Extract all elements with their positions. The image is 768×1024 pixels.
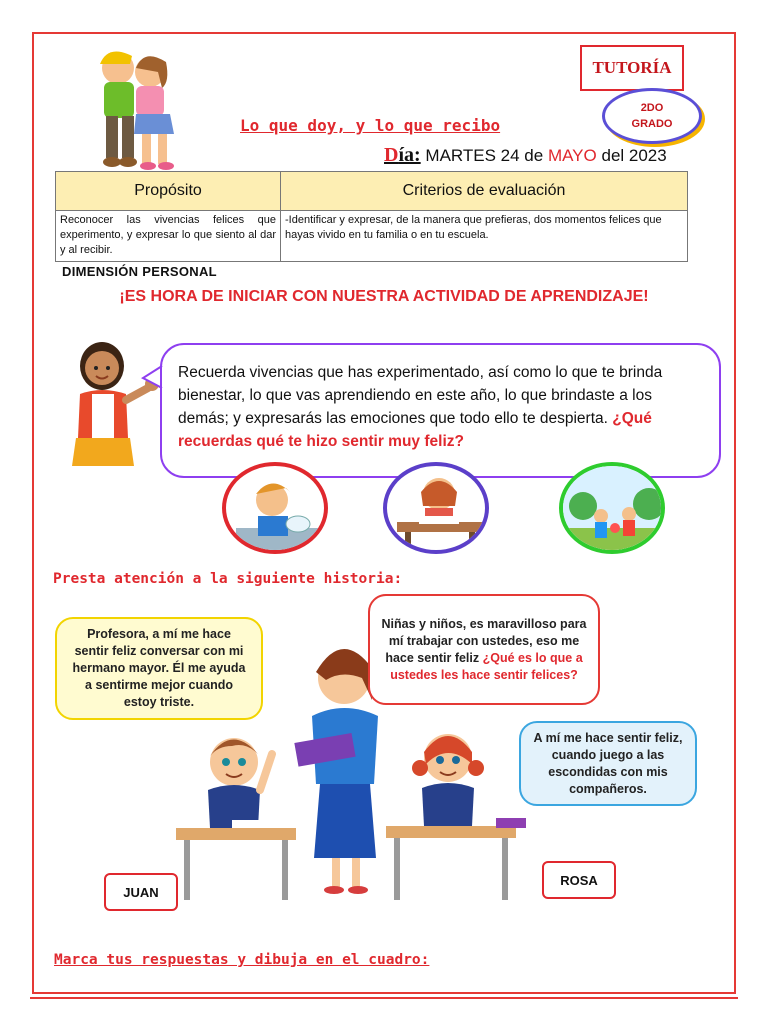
rosa-speech-bubble: A mí me hace sentir feliz, cuando juego a las escondidas con mis compañeros. — [519, 721, 697, 806]
teacher-speech-bubble — [368, 594, 600, 705]
subject-box: TUTORÍA — [580, 45, 684, 91]
date-label-initial: D — [384, 144, 399, 166]
rosa-name-label: ROSA — [542, 861, 616, 899]
hugging-kids-illustration — [78, 42, 190, 174]
juan-speech-bubble: Profesora, a mí me hace sentir feliz conversar con mi hermano mayor. Él me ayuda a sentirme mejor cuando estoy triste. — [55, 617, 263, 720]
date-prefix: MARTES 24 de — [425, 146, 544, 165]
page-title: Lo que doy, y lo que recibo — [240, 116, 501, 135]
intro-speech-bubble — [160, 343, 721, 478]
date-suffix: del 2023 — [601, 146, 667, 165]
criteria-cell: -Identificar y expresar, de la manera que prefieras, dos momentos felices que hayas vivido en tu familia o en tu escuela. — [281, 211, 688, 262]
grade-line-2: GRADO — [631, 118, 673, 130]
teacher-speech-question: ¿Qué es lo que a ustedes les hace sentir felices? — [390, 650, 583, 682]
intro-text: Recuerda vivencias que has experimentado, así como lo que te brinda bienestar, lo que vas aprendiendo en este año, lo que brindaste a los demás; y expresarás las emociones que todo ello te despierta. — [178, 364, 663, 427]
grade-badge — [602, 88, 702, 144]
date-month: MAYO — [547, 146, 597, 165]
story-label: Presta atención a la siguiente historia: — [53, 571, 403, 587]
date-line — [384, 144, 667, 167]
teacher-speech-text: Niñas y niños, es maravilloso para mí trabajar con ustedes, eso me hace sentir feliz — [381, 616, 587, 665]
kids-playing-circle — [559, 462, 665, 554]
criteria-header: Criterios de evaluación — [281, 172, 688, 211]
date-label — [384, 144, 421, 166]
dimension-label: DIMENSIÓN PERSONAL — [62, 264, 217, 279]
waving-girl-illustration — [62, 338, 170, 470]
criteria-table — [55, 171, 688, 262]
juan-name-label: JUAN — [104, 873, 178, 911]
washing-dishes-circle — [222, 462, 328, 554]
grade-line-1: 2DO — [640, 102, 664, 114]
purpose-cell: Reconocer las vivencias felices que experimento, y expresar lo que siento al dar y al recibir. — [56, 211, 281, 262]
intro-question: ¿Qué recuerdas qué te hizo sentir muy feliz? — [178, 410, 652, 450]
footer-instruction: Marca tus respuestas y dibuja en el cuadro: — [54, 952, 430, 968]
date-label-rest: ía: — [398, 144, 421, 166]
purpose-header: Propósito — [56, 172, 281, 211]
bottom-rule — [30, 997, 738, 999]
activity-heading: ¡ES HORA DE INICIAR CON NUESTRA ACTIVIDAD DE APRENDIZAJE! — [119, 288, 649, 305]
studying-girl-circle — [383, 462, 489, 554]
